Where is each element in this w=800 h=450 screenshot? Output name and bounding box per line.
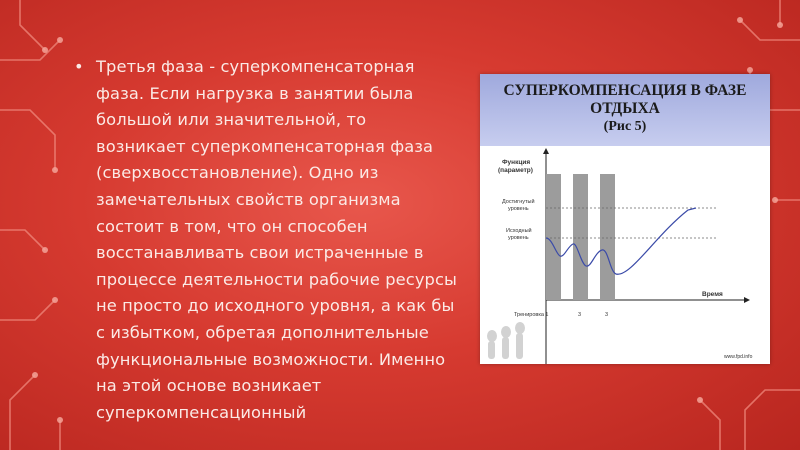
supercompensation-curve bbox=[546, 208, 696, 274]
achieved-level-label-line2: уровень bbox=[508, 206, 529, 212]
figure-title-line1: СУПЕРКОМПЕНСАЦИЯ В ФАЗЕ bbox=[503, 82, 747, 99]
training-bar bbox=[546, 174, 561, 300]
x-axis-label: Время bbox=[702, 291, 723, 298]
y-axis-label-line1: Функция bbox=[502, 159, 531, 166]
initial-level-label-line2: уровень bbox=[508, 235, 529, 241]
y-axis-label-line2: (параметр) bbox=[498, 167, 533, 174]
training-mark: 3 bbox=[605, 312, 609, 318]
supercompensation-figure bbox=[480, 74, 770, 364]
training-bar bbox=[600, 174, 615, 300]
watermark: www.fpd.info bbox=[724, 354, 753, 360]
bullet-paragraph: Третья фаза - суперкомпенсаторная фаза. Если нагрузка в занятии была большой или значительной, то возникает суперкомпенсаторная фаза (сверхвосстановление). Одно из замечательных свойств организма состоит в том, что он способен восстанавливать свои истраченные в процессе деятельности рабочие ресурсы не просто до исходного уровня, а как бы с избытком, обретая дополнительные функциональные возможности. Именно на этой основе возникает суперкомпенсационный bbox=[96, 57, 457, 422]
bullet-icon: • bbox=[74, 57, 84, 76]
training-label: Тренировка 1 bbox=[514, 312, 549, 318]
figure-caption: (Рис 5) bbox=[603, 119, 647, 134]
training-mark: 3 bbox=[578, 312, 582, 318]
slide-text bbox=[74, 54, 458, 426]
evolution-silhouette-icon bbox=[487, 322, 525, 359]
initial-level-label-line1: Исходный bbox=[506, 228, 532, 234]
x-axis-arrow bbox=[744, 297, 750, 303]
supercompensation-diagram bbox=[480, 146, 770, 364]
training-bar bbox=[573, 174, 588, 300]
figure-title-line2: ОТДЫХА bbox=[590, 100, 660, 117]
y-axis-arrow bbox=[543, 148, 549, 154]
figure-title bbox=[480, 74, 770, 146]
achieved-level-label-line1: Достигнутый bbox=[502, 199, 535, 205]
